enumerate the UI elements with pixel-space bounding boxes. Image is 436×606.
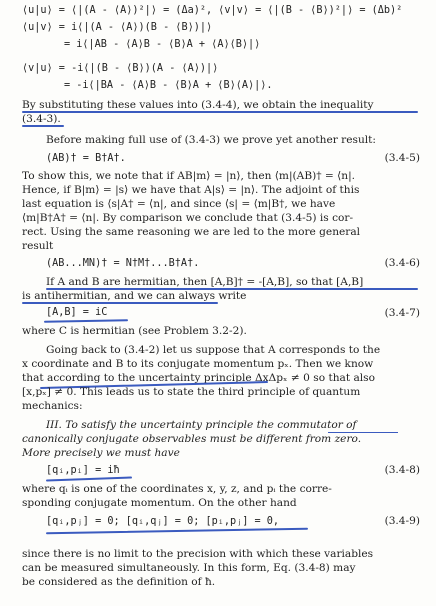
- equation-zero-commutators: [qᵢ,pⱼ] = 0; [qᵢ,qⱼ] = 0; [pᵢ,pⱼ] = 0,: [46, 516, 280, 527]
- equation-commutator: [A,B] = iC: [46, 307, 108, 318]
- paragraph-line: last equation is ⟨s|A† = ⟨n|, and since ⟨s| = ⟨m|B†, we have: [22, 198, 336, 210]
- paragraph-line: mechanics:: [22, 400, 83, 412]
- pen-underline: [46, 476, 132, 481]
- equation-vu: ⟨v|u⟩ = -i⟨|(B - ⟨B⟩)(A - ⟨A⟩)|⟩: [22, 63, 219, 74]
- paragraph-line: is antihermitian, and we can always write: [22, 290, 247, 302]
- paragraph-line: By substituting these values into (3.4-4), we obtain the inequality: [22, 99, 374, 111]
- paragraph-line: sponding conjugate momentum. On the other hand: [22, 497, 297, 509]
- paragraph-line: (3.4-3).: [22, 113, 61, 125]
- paragraph-line: x coordinate and B to its conjugate momentum pₓ. Then we know: [22, 358, 374, 370]
- paragraph-line: where C is hermitian (see Problem 3.2-2).: [22, 325, 247, 337]
- equation-uv-expanded: = i⟨|AB - ⟨A⟩B - ⟨B⟩A + ⟨A⟩⟨B⟩|⟩: [64, 39, 261, 50]
- paragraph-line: Before making full use of (3.4-3) we prove yet another result:: [46, 134, 376, 146]
- paragraph-line: result: [22, 240, 54, 252]
- pen-underline: [46, 528, 308, 534]
- principle-three-line: III. To satisfy the uncertainty principle the commutator of: [46, 419, 357, 431]
- paragraph-line: that according to the uncertainty principle ΔxΔpₓ ≠ 0 so that also: [22, 372, 375, 384]
- equation-number: (3.4-7): [384, 307, 420, 319]
- equation-general-adjoint: (AB...MN)† = N†M†...B†A†.: [46, 258, 200, 269]
- pen-underline: [44, 319, 128, 322]
- paragraph-line: [x,pₓ] ≠ 0. This leads us to state the third principle of quantum: [22, 386, 361, 398]
- pen-underline: [22, 125, 64, 127]
- equation-uu-vv: ⟨u|u⟩ = ⟨|(A - ⟨A⟩)²|⟩ = (Δa)², ⟨v|v⟩ = ⟨|(B - ⟨B⟩)²|⟩ = (Δb)²: [22, 5, 403, 16]
- equation-number: (3.4-5): [384, 152, 420, 164]
- equation-number: (3.4-9): [384, 515, 420, 527]
- principle-three-line: More precisely we must have: [22, 447, 180, 459]
- paragraph-line: rect. Using the same reasoning we are led to the more general: [22, 226, 361, 238]
- pen-underline: [22, 111, 418, 113]
- equation-adjoint-product: (AB)† = B†A†.: [46, 153, 126, 164]
- principle-three-line: canonically conjugate observables must be different from zero.: [22, 433, 362, 445]
- paragraph-line: Going back to (3.4-2) let us suppose that A corresponds to the: [46, 344, 381, 356]
- paragraph-line: be considered as the definition of ħ.: [22, 576, 216, 588]
- equation-uv: ⟨u|v⟩ = i⟨|(A - ⟨A⟩)(B - ⟨B⟩)|⟩: [22, 22, 213, 33]
- paragraph-line: can be measured simultaneously. In this form, Eq. (3.4-8) may: [22, 562, 356, 574]
- paragraph-line: ⟨m|B†A† = ⟨n|. By comparison we conclude that (3.4-5) is cor-: [22, 212, 354, 224]
- paragraph-line: Hence, if B|m⟩ = |s⟩ we have that A|s⟩ = |n⟩. The adjoint of this: [22, 184, 360, 196]
- equation-vu-expanded: = -i⟨|BA - ⟨A⟩B - ⟨B⟩A + ⟨B⟩⟨A⟩|⟩.: [64, 80, 273, 91]
- equation-canonical-commutator: [qᵢ,pᵢ] = iħ: [46, 465, 120, 476]
- pen-underline: [22, 302, 218, 304]
- paragraph-line: To show this, we note that if AB|m⟩ = |n⟩, then ⟨m|(AB)† = ⟨n|.: [22, 170, 356, 182]
- equation-number: (3.4-8): [384, 464, 420, 476]
- paragraph-line: If A and B are hermitian, then [A,B]† = -[A,B], so that [A,B]: [46, 276, 364, 288]
- equation-number: (3.4-6): [384, 257, 420, 269]
- paragraph-line: since there is no limit to the precision with which these variables: [22, 548, 374, 560]
- paragraph-line: where qᵢ is one of the coordinates x, y, z, and pᵢ the corre-: [22, 483, 332, 495]
